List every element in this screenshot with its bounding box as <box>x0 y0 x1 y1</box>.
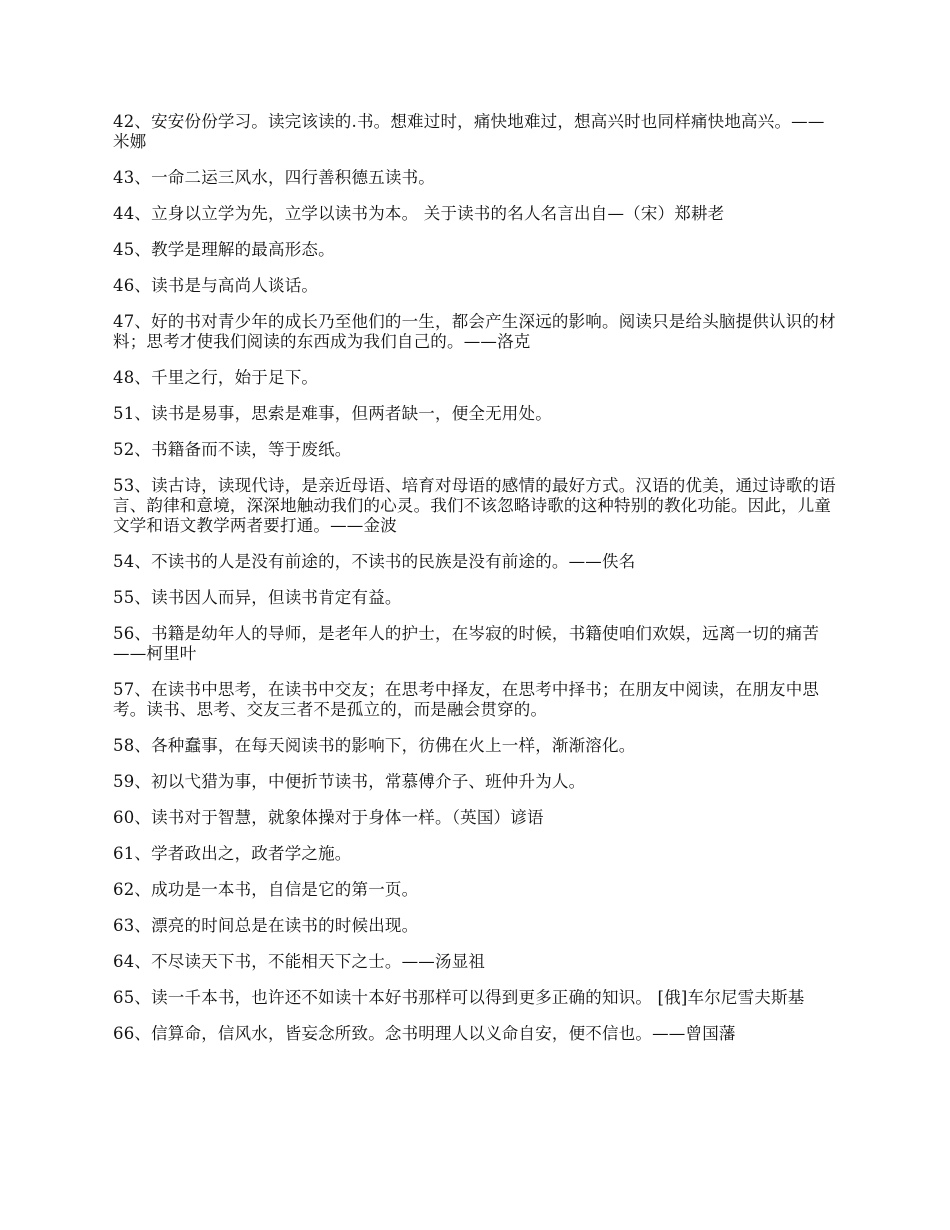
quote-paragraph: 45、教学是理解的最高形态。 <box>113 240 335 259</box>
quote-paragraph: 59、初以弋猎为事，中便折节读书，常慕傅介子、班仲升为人。 <box>113 772 586 791</box>
quote-paragraph: 62、成功是一本书，自信是它的第一页。 <box>113 880 419 899</box>
quote-paragraph: 47、好的书对青少年的成长乃至他们的一生，都会产生深远的影响。阅读只是给头脑提供认识的材料；思考才使我们阅读的东西成为我们自己的。——洛克 <box>113 312 836 351</box>
quote-paragraph: 66、信算命，信风水，皆妄念所致。念书明理人以义命自安，便不信也。——曾国藩 <box>113 1024 736 1043</box>
quote-paragraph: 63、漂亮的时间总是在读书的时候出现。 <box>113 916 419 935</box>
quote-paragraph: 52、书籍备而不读，等于废纸。 <box>113 440 352 459</box>
quote-paragraph: 55、读书因人而异，但读书肯定有益。 <box>113 588 402 607</box>
quote-paragraph: 54、不读书的人是没有前途的，不读书的民族是没有前途的。——佚名 <box>113 552 636 571</box>
quote-paragraph: 60、读书对于智慧，就象体操对于身体一样。（英国）谚语 <box>113 808 544 827</box>
quote-paragraph: 61、学者政出之，政者学之施。 <box>113 844 352 863</box>
quote-paragraph: 65、读一千本书，也许还不如读十本好书那样可以得到更多正确的知识。 [俄]车尔尼雪夫斯基 <box>113 988 805 1007</box>
quote-paragraph: 58、各种蠢事，在每天阅读书的影响下，彷佛在火上一样，渐渐溶化。 <box>113 736 636 755</box>
quote-paragraph: 51、读书是易事，思索是难事，但两者缺一，便全无用处。 <box>113 404 552 423</box>
quote-paragraph: 53、读古诗，读现代诗，是亲近母语、培育对母语的感情的最好方式。汉语的优美，通过诗歌的语言、韵律和意境，深深地触动我们的心灵。我们不该忽略诗歌的这种特别的教化功能。因此，儿童文学和语文教学两者要打通。——金波 <box>113 476 836 535</box>
quote-paragraph: 43、一命二运三风水，四行善积德五读书。 <box>113 168 435 187</box>
quote-paragraph: 46、读书是与高尚人谈话。 <box>113 276 319 295</box>
quote-paragraph: 48、千里之行，始于足下。 <box>113 368 319 387</box>
quote-paragraph: 56、书籍是幼年人的导师，是老年人的护士，在岑寂的时候，书籍使咱们欢娱，远离一切的痛苦——柯里叶 <box>113 624 820 663</box>
document-body <box>113 112 840 1060</box>
quote-paragraph: 44、立身以立学为先，立学以读书为本。 关于读书的名人名言出自—（宋）郑耕老 <box>113 204 725 223</box>
quote-paragraph: 64、不尽读天下书，不能相天下之士。——汤显祖 <box>113 952 486 971</box>
quote-paragraph: 57、在读书中思考，在读书中交友；在思考中择友，在思考中择书；在朋友中阅读，在朋友中思考。读书、思考、交友三者不是孤立的，而是融会贯穿的。 <box>113 680 820 719</box>
quote-paragraph: 42、安安份份学习。读完该读的.书。想难过时，痛快地难过，想高兴时也同样痛快地高兴。——米娜 <box>113 112 825 151</box>
